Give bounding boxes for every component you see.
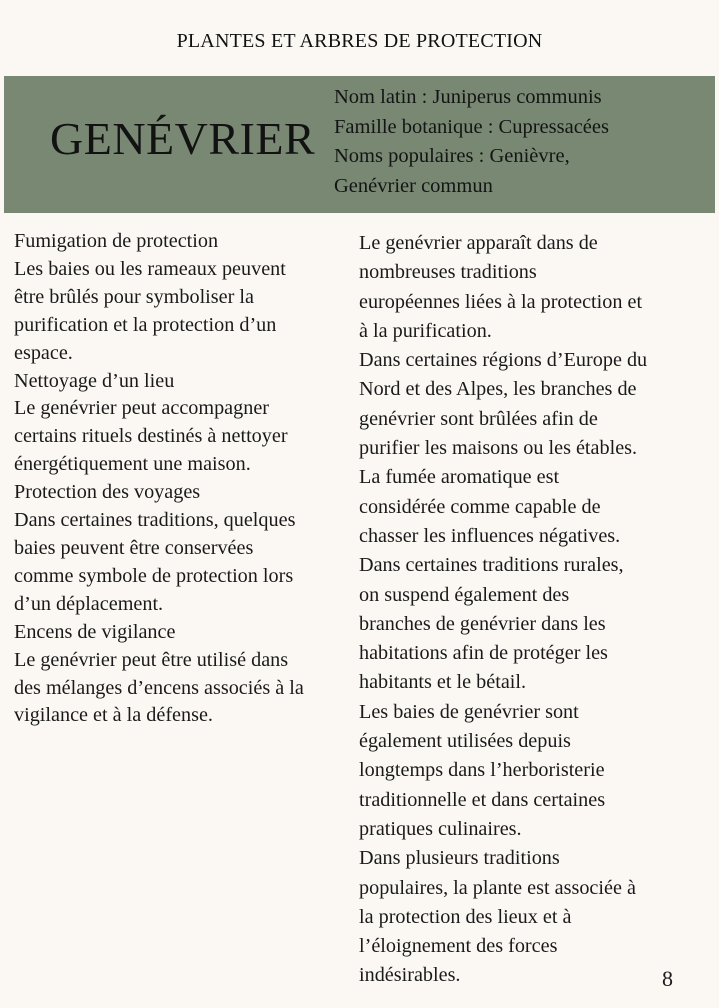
text-line: La fumée aromatique est: [359, 466, 560, 489]
text-line: Dans certaines traditions, quelques: [14, 509, 296, 532]
text-line: Protection des voyages: [14, 481, 201, 504]
right-column: [359, 229, 709, 991]
page-header: [0, 0, 719, 76]
text-line: Les baies de genévrier sont: [359, 700, 579, 723]
text-line: considérée comme capable de: [359, 495, 601, 518]
text-line: traditionnelle et dans certaines: [359, 788, 606, 811]
text-line: genévrier sont brûlées afin de: [359, 407, 598, 430]
page-number: 8: [662, 966, 673, 991]
text-line: Fumigation de protection: [14, 230, 219, 252]
text-line: être brûlés pour symboliser la: [14, 285, 254, 308]
text-line: Dans certaines traditions rurales,: [359, 554, 624, 577]
text-line: l’éloignement des forces: [359, 935, 558, 958]
text-line: européennes liées à la protection et: [359, 290, 643, 313]
text-line: populaires, la plante est associée à: [359, 876, 636, 899]
text-line: comme symbole de protection lors: [14, 564, 294, 587]
text-line: également utilisées depuis: [359, 730, 571, 753]
text-line: d’un déplacement.: [14, 592, 164, 615]
text-line: Encens de vigilance: [14, 620, 176, 643]
text-line: habitations afin de protéger les: [359, 642, 608, 665]
plant-info: [334, 83, 704, 201]
text-line: Les baies ou les rameaux peuvent: [14, 257, 286, 280]
text-line: Le genévrier peut accompagner: [14, 397, 270, 420]
text-line: Nord et des Alpes, les branches de: [359, 378, 637, 401]
popular-names-line-continued: Genévrier commun: [334, 174, 493, 197]
text-line: purification et la protection d’un: [14, 313, 277, 336]
popular-names-line: Noms populaires : Genièvre,: [334, 145, 570, 167]
text-line: on suspend également des: [359, 583, 570, 606]
text-line: baies peuvent être conservées: [14, 536, 254, 559]
text-line: longtemps dans l’herboristerie: [359, 759, 605, 782]
text-line: Le genévrier apparaît dans de: [359, 232, 598, 254]
text-line: espace.: [14, 341, 73, 364]
text-line: Nettoyage d’un lieu: [14, 369, 175, 392]
text-line: énergétiquement une maison.: [14, 453, 251, 476]
text-line: nombreuses traditions: [359, 261, 537, 284]
text-line: Dans certaines régions d’Europe du: [359, 349, 648, 372]
text-line: Le genévrier peut être utilisé dans: [14, 648, 289, 671]
text-line: pratiques culinaires.: [359, 817, 522, 840]
text-line: habitants et le bétail.: [359, 671, 527, 694]
text-line: la protection des lieux et à: [359, 905, 572, 928]
botanical-family-line: Famille botanique : Cupressacées: [334, 115, 609, 138]
text-line: certains rituels destinés à nettoyer: [14, 425, 288, 448]
text-line: des mélanges d’encens associés à la: [14, 676, 304, 699]
text-line: branches de genévrier dans les: [359, 612, 606, 635]
text-line: purifier les maisons ou les étables.: [359, 437, 638, 460]
plant-name: GENÉVRIER: [50, 113, 316, 164]
text-line: Dans plusieurs traditions: [359, 847, 560, 870]
text-line: indésirables.: [359, 964, 461, 987]
text-line: à la purification.: [359, 319, 492, 342]
latin-name-line: Nom latin : Juniperus communis: [334, 86, 602, 108]
text-line: chasser les influences négatives.: [359, 524, 621, 547]
left-column: [14, 228, 349, 730]
text-line: vigilance et à la défense.: [14, 704, 213, 727]
page-title: PLANTES ET ARBRES DE PROTECTION: [176, 29, 543, 52]
